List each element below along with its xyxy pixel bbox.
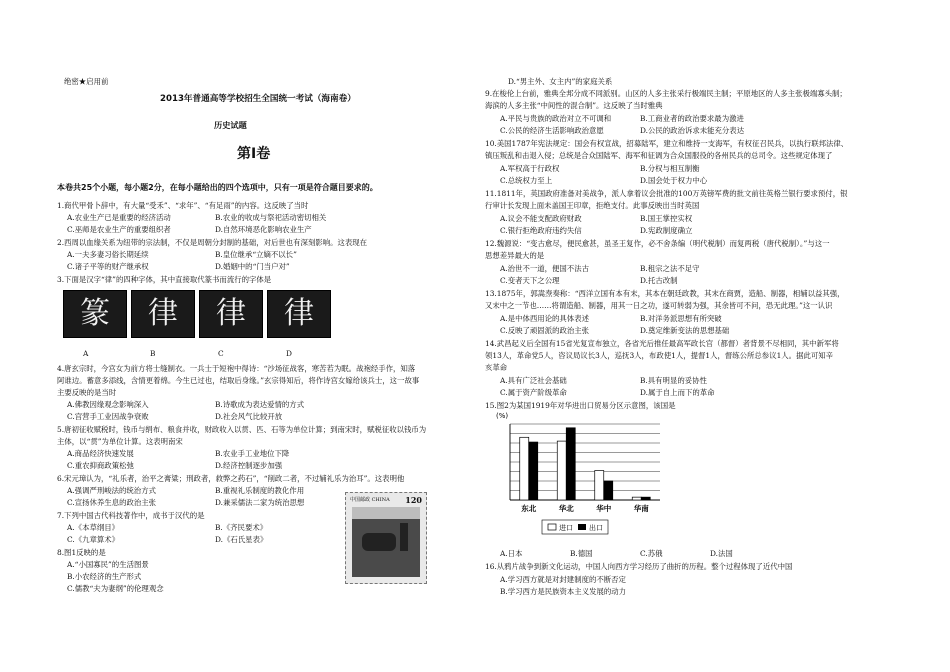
chart-bars <box>520 428 651 500</box>
bar-import <box>557 441 566 500</box>
option: B.对洋务派思想有所突破 <box>640 314 722 323</box>
option: D.兼采儒法二家为统治思想 <box>215 498 305 507</box>
question-14: 14.武昌起义后全国有15省光复宣布独立，各省光后推任最高军政长官（都督）者背景不尽相同，其中新军将 <box>485 339 839 348</box>
question-text: 领13人，革命党5人，咨议局议长3人，巡抚3人，布政使1人，提督1人，督练公所总参议1人。据此可知辛 <box>485 351 834 360</box>
option: B.农业的收成与祭祀活动密切相关 <box>215 213 327 222</box>
stamp-country: 中国邮政 CHINA <box>350 497 390 503</box>
question-3: 3.下面是汉字“律”的四种字体，其中直接取代篆书而流行的字体是 <box>57 275 272 284</box>
option: B.小农经济的生产形式 <box>67 572 142 581</box>
trade-bar-chart <box>490 408 670 538</box>
option: C.诸子平等的财产继承权 <box>67 262 149 271</box>
part-title: 第Ⅰ卷 <box>237 146 271 162</box>
question-13: 13.1875年，郭嵩焘奏称：“西洋立国有本有末，其本在朝廷政教，其末在商贾，造船、制器，相辅以益其强， <box>485 289 845 298</box>
option: A.商品经济快速发展 <box>67 449 134 458</box>
question-16: 16.从鸦片战争到新文化运动，中国人向西方学习经历了曲折的历程。整个过程体现了近代中国 <box>485 562 793 571</box>
option: D.奠定维新变法的思想基础 <box>640 326 730 335</box>
option: B.诗歌成为表达爱情的方式 <box>215 400 305 409</box>
exam-title: 2013年普通高等学校招生全国统一考试（海南卷） <box>160 94 356 104</box>
chart-x-labels <box>521 503 649 513</box>
question-2: 2.西周以血缘关系为纽带的宗法制，不仅是周朝分封制的基础，对后世也有深刻影响。这表现在 <box>57 238 368 247</box>
option: A.一夫多妻习俗长期延续 <box>67 250 149 259</box>
glyph-d: 律 <box>267 290 331 338</box>
option: B.皇位继承“立嫡不以长” <box>215 250 297 259</box>
option: C.宣扬休养生息的政治主张 <box>67 498 157 507</box>
glyph-b: 律 <box>131 290 195 338</box>
option: A.《本草纲目》 <box>67 523 120 532</box>
stamp-ox-figure <box>362 533 396 551</box>
stamp-value: 120 <box>405 495 422 505</box>
question-11: 11.1811年，英国政府准备对美战争，派人拿着议会批准的100万英镑军费的批文前往英格兰银行要求预付，银 <box>485 189 848 198</box>
option: C.反映了顽固派的政治主张 <box>500 326 590 335</box>
option: B.《齐民要术》 <box>215 523 268 532</box>
option: B.租宗之法不足守 <box>640 264 700 273</box>
option: A.治世不一道，便国不法古 <box>500 264 589 273</box>
option: C.银行拒绝政府违约失信 <box>500 226 582 235</box>
option: A.强调严刑峻法的统治方式 <box>67 486 156 495</box>
bar-export <box>529 442 538 500</box>
option: D.公民的政治诉求未能充分表达 <box>640 126 745 135</box>
question-5: 5.唐初征收赋税时，钱币与绢布、粮食并收，财政收入以贯、匹、石等为单位计算；到南宋时，赋税征收以钱币为 <box>57 425 427 434</box>
question-text: 镇压叛乱和击退入侵；总统是合众国陆军、海军和征调为合众国服役的各州民兵的总司令。这些规定体现了 <box>485 151 833 160</box>
stamp-sky <box>352 507 420 519</box>
option: A.具有广泛社会基础 <box>500 376 567 385</box>
glyph-label: D <box>286 349 292 358</box>
question-text: 主要反映的是当时 <box>57 388 117 397</box>
option: C.宫营手工业因战争衰败 <box>67 412 149 421</box>
option: B.国王掌控实权 <box>640 214 693 223</box>
option: A.学习西方就是对封建制度的不断否定 <box>500 575 626 584</box>
option: B.重视礼乐制度的教化作用 <box>215 486 305 495</box>
option: B.农业手工业地位下降 <box>215 449 290 458</box>
legend-export-label: 出口 <box>589 524 603 532</box>
y-axis-unit: (%) <box>496 412 509 420</box>
question-1: 1.商代甲骨卜辞中，有大量“受禾”、“求年”、“有足雨”的内容。这反映了当时 <box>57 201 309 210</box>
option: B.工商业者的政治要求最为激进 <box>640 114 744 123</box>
stamp-image <box>345 492 427 584</box>
question-text: 海滨的人多主张“中间性的混合制”。这反映了当时雅典 <box>485 101 663 110</box>
question-8: 8.图1反映的是 <box>57 548 106 557</box>
confidential-mark: 绝密★启用前 <box>64 77 109 86</box>
option: C.巫师是农业生产的重要组织者 <box>67 225 171 234</box>
subject-title: 历史试题 <box>214 120 247 130</box>
question-text: 主体，以“贯”为单位计算。这表明南宋 <box>57 437 183 446</box>
x-tick-label: 华北 <box>558 504 574 513</box>
option: C.《九章算术》 <box>67 535 120 544</box>
bar-import <box>595 471 604 500</box>
option: C.儒教“夫为妻纲”的伦理观念 <box>67 584 164 593</box>
legend-import-swatch <box>548 524 556 530</box>
option: C.苏俄 <box>640 549 663 558</box>
question-9: 9.在梭伦上台前，雅典全邦分成不同派别。山区的人多主张采行极端民主制；平原地区的人多主张极端寡头制； <box>485 89 847 98</box>
option: D.托古改制 <box>640 276 678 285</box>
option: A.日本 <box>500 549 523 558</box>
option: B.德国 <box>570 549 593 558</box>
legend-export-swatch <box>578 524 586 530</box>
x-tick-label: 东北 <box>521 504 537 513</box>
instructions: 本卷共25个小题，每小题2分，在每小题给出的四个选项中，只有一项是符合题目要求的。 <box>57 183 378 192</box>
option: C.属于资产阶级革命 <box>500 388 567 397</box>
option: D.婚姻中的“门当户对” <box>215 262 290 271</box>
option: D.国会处于权力中心 <box>640 176 708 185</box>
glyph-label: B <box>150 349 156 358</box>
question-text: 又末中之一节也……将谓造船、制器，用其一日之功，遂可转弱为强，其余皆可不问，恐无此理。”这一认识 <box>485 301 833 310</box>
bar-import <box>632 497 641 500</box>
question-10: 10.美国1787年宪法规定：国会有权宣战，招募陆军，建立和维持一支海军，有权征召民兵，以执行联邦法律、 <box>485 139 849 148</box>
option: A.“小国寡民”的生活图景 <box>67 560 149 569</box>
question-6: 6.宋元璋认为，“礼乐者，治平之膏粱；刑政者，救弊之药石”，“削政二者，不过辅礼乐为治耳”。这表明他 <box>57 474 405 483</box>
x-tick-label: 华中 <box>596 504 612 513</box>
option: A.军权高于行政权 <box>500 164 560 173</box>
question-text: 亥革命 <box>485 363 508 372</box>
question-text: 思想差异最大的是 <box>485 251 545 260</box>
option: C.重农抑商政策松弛 <box>67 461 134 470</box>
bar-export <box>604 481 613 500</box>
option: B.具有明显的妥协性 <box>640 376 707 385</box>
option: D.自然环境恶化影响农业生产 <box>215 225 312 234</box>
glyph-label: A <box>83 349 89 358</box>
question-12: 12.魏源说：“变古愈尽，便民愈甚，虽圣王复作，必不舍条编（明代税制）而复两税（唐代税制）。”与这一 <box>485 239 830 248</box>
option: D.“男主外、女主内”的家庭关系 <box>508 77 613 86</box>
stamp-farmer-figure <box>400 523 408 551</box>
option: B.分权与相互制衡 <box>640 164 700 173</box>
option: D.属于自上而下的革命 <box>640 388 715 397</box>
question-4: 4.唐玄宗时，今宫女为前方将士缝制衣。一兵士于短袍中得诗：“沙场征战客，寒苦若为眠。战袍经手作，知落 <box>57 364 416 373</box>
question-15: 15.图2为某国1919年对华进出口贸易分区示意图，该国是 <box>485 401 676 410</box>
option: A.议会不能支配政府财政 <box>500 214 582 223</box>
option: D.《石氏星表》 <box>215 535 268 544</box>
x-tick-label: 华南 <box>633 504 649 513</box>
option: D.社会风气比较开放 <box>215 412 283 421</box>
option: D.法国 <box>710 549 733 558</box>
glyph-c: 律 <box>199 290 263 338</box>
option: A.农业生产已是重要的经济活动 <box>67 213 171 222</box>
bar-import <box>520 437 529 500</box>
option: B.学习西方是民族资本主义发展的动力 <box>500 587 627 596</box>
question-text: 阿谁边。蓄意多添线，含情更着绵。今生已过也，结取后身缘。”玄宗得知后，将作诗宫女嫁给该兵士，这一故事 <box>57 376 420 385</box>
option: A.平民与贵族的政治对立不可调和 <box>500 114 612 123</box>
option: A.佛教因缘观念影响深入 <box>67 400 149 409</box>
option: C.总统权力至上 <box>500 176 553 185</box>
legend-import-label: 进口 <box>559 524 573 532</box>
option: D.经济控制逐步加强 <box>215 461 283 470</box>
option: C.公民的经济生活影响政治意愿 <box>500 126 604 135</box>
option: A.是中体西用论的具体表述 <box>500 314 589 323</box>
question-text: 行审计长发现上面未盖国王印章，拒绝支付。此事反映出当时英国 <box>485 201 700 210</box>
option: D.宪政制度确立 <box>640 226 693 235</box>
question-7: 7.下列中国古代科技著作中，成书于汉代的是 <box>57 511 205 520</box>
option: C.变者天下之公理 <box>500 276 560 285</box>
glyph-label: C <box>218 349 224 358</box>
bar-export <box>641 497 650 500</box>
chart-legend <box>542 520 608 534</box>
bar-export <box>566 428 575 500</box>
glyph-a: 篆 <box>63 290 127 338</box>
